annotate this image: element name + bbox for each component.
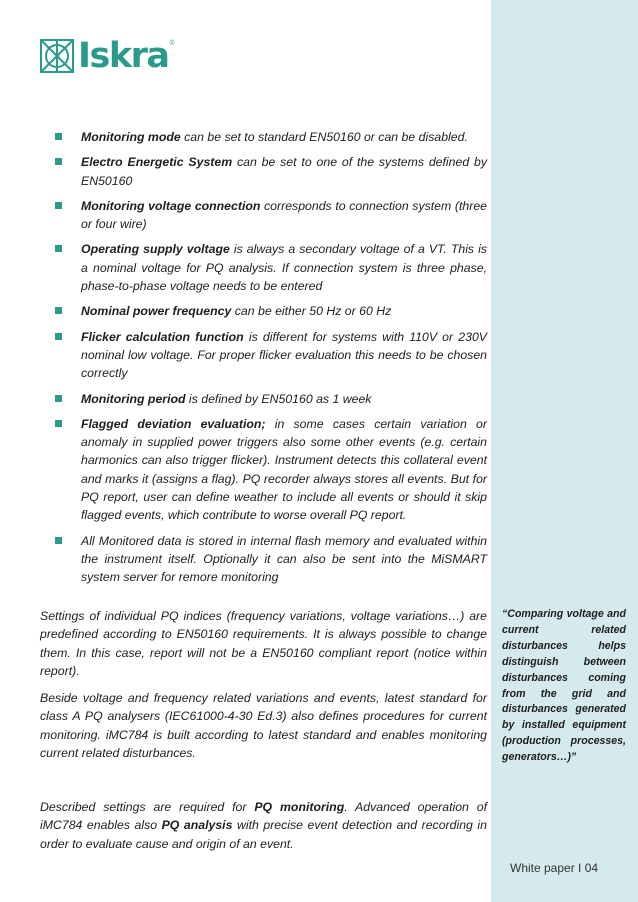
bullet-item: Monitoring voltage connection corresponds to connection system (three or four wire) <box>55 197 487 234</box>
registered-mark: ® <box>169 40 175 47</box>
page-footer: White paper I 04 <box>510 861 599 875</box>
bullet-square-icon <box>55 395 62 402</box>
bullet-item: Flicker calculation function is different for systems with 110V or 230V nominal low voltage. For proper flicker evaluation this needs to be chosen correctly <box>55 328 487 383</box>
bullet-item: Electro Energetic System can be set to one of the systems defined by EN50160 <box>55 153 487 190</box>
bullet-item: Nominal power frequency can be either 50 Hz or 60 Hz <box>55 302 487 320</box>
iskra-logo-icon <box>40 39 74 73</box>
paragraph-current-monitoring: Beside voltage and frequency related variations and events, latest standard for class A PQ analysers (IEC61000-4-30 Ed.3) also defines procedures for current monitoring. iMC784 is built according to latest standard and enables monitoring current related disturbances. <box>40 691 487 760</box>
bullet-item: Operating supply voltage is always a secondary voltage of a VT. This is a nominal voltage for PQ analysis. If connection system is three phase, phase-to-phase voltage needs to be entered <box>55 240 487 295</box>
bullet-square-icon <box>55 420 62 427</box>
bullet-square-icon <box>55 158 62 165</box>
bullet-square-icon <box>55 133 62 140</box>
paragraph-pq-indices: Settings of individual PQ indices (frequency variations, voltage variations…) are predefined according to EN50160 requirements. It is always possible to change them. In this case, report will not be a EN50160 compliant report (notice within report). <box>40 609 487 678</box>
bullet-square-icon <box>55 245 62 252</box>
brand-logo <box>40 38 175 74</box>
bullet-item: All Monitored data is stored in internal flash memory and evaluated within the instrument itself. Optionally it can also be sent into the MiSMART system server for remore monitoring <box>55 532 487 587</box>
sidebar-panel <box>491 0 638 902</box>
bullet-item: Flagged deviation evaluation; in some cases certain variation or anomaly in supplied power triggers also some other events (e.g. certain harmonics can also trigger flicker). Instrument detects this collateral event and marks it (assigns a flag). PQ recorder always stores all events. But for PQ report, user can define weather to include all events or should it skip flagged events, which contribute to worse overall PQ report. <box>55 415 487 525</box>
sidebar-quote: “Comparing voltage and current related disturbances helps distinguish between disturbances coming from the grid and disturbances generated by installed equipment (production processes, generators…)” <box>502 608 626 764</box>
bullet-square-icon <box>55 202 62 209</box>
bullet-square-icon <box>55 333 62 340</box>
bullet-item: Monitoring period is defined by EN50160 as 1 week <box>55 390 487 408</box>
paragraph-pq-analysis: Described settings are required for PQ monitoring. Advanced operation of iMC784 enables also PQ analysis with precise event detection and recording in order to evaluate cause and origin of an event. <box>40 800 488 851</box>
brand-name: Iskra <box>78 36 169 76</box>
bullet-square-icon <box>55 307 62 314</box>
bullet-square-icon <box>55 537 62 544</box>
settings-bullet-list <box>55 128 487 594</box>
bullet-item: Monitoring mode can be set to standard EN50160 or can be disabled. <box>55 128 487 146</box>
